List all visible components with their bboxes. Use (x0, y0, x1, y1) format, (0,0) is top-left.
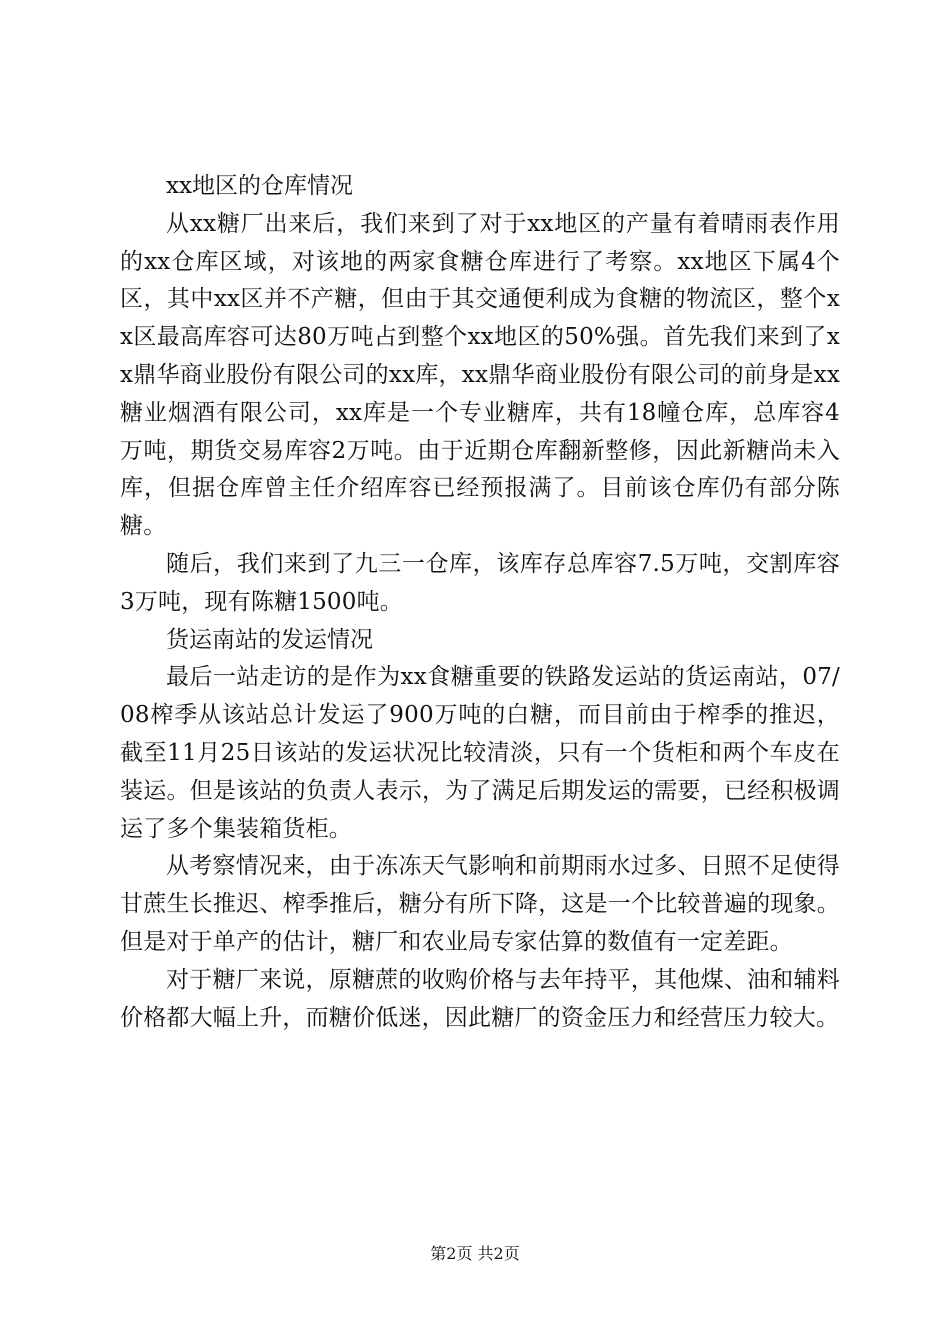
document-body (120, 168, 840, 1037)
paragraph-freight-station: 最后一站走访的是作为xx食糖重要的铁路发运站的货运南站，07/08榨季从该站总计发运了900万吨的白糖，而目前由于榨季的推迟，截至11月25日该站的发运状况比较清淡，只有一个货柜和两个车皮在装运。但是该站的负责人表示，为了满足后期发运的需要，已经积极调运了多个集装箱货柜。 (120, 664, 840, 842)
paragraph-warehouse-931: 随后，我们来到了九三一仓库，该库存总库容7.5万吨，交割库容3万吨，现有陈糖1500吨。 (120, 550, 840, 615)
page-number-footer: 第2页 共2页 (430, 1244, 520, 1263)
section-heading-warehouse: xx地区的仓库情况 (166, 173, 353, 199)
paragraph-sugar-mill-pressure: 对于糖厂来说，原糖蔗的收购价格与去年持平，其他煤、油和辅料价格都大幅上升，而糖价低迷，因此糖厂的资金压力和经营压力较大。 (120, 966, 840, 1031)
paragraph-warehouse-overview: 从xx糖厂出来后，我们来到了对于xx地区的产量有着晴雨表作用的xx仓库区域，对该地的两家食糖仓库进行了考察。xx地区下属4个区，其中xx区并不产糖，但由于其交通便利成为食糖的物流区，整个xx区最高库容可达80万吨占到整个xx地区的50%强。首先我们来到了xx鼎华商业股份有限公司的xx库，xx鼎华商业股份有限公司的前身是xx糖业烟酒有限公司，xx库是一个专业糖库，共有18幢仓库，总库容4万吨，期货交易库容2万吨。由于近期仓库翻新整修，因此新糖尚未入库，但据仓库曾主任介绍库容已经预报满了。目前该仓库仍有部分陈糖。 (120, 210, 840, 540)
section-heading-freight-station: 货运南站的发运情况 (166, 626, 373, 653)
paragraph-observations: 从考察情况来，由于冻冻天气影响和前期雨水过多、日照不足使得甘蔗生长推迟、榨季推后，糖分有所下降，这是一个比较普遍的现象。但是对于单产的估计，糖厂和农业局专家估算的数值有一定差距。 (120, 853, 840, 955)
